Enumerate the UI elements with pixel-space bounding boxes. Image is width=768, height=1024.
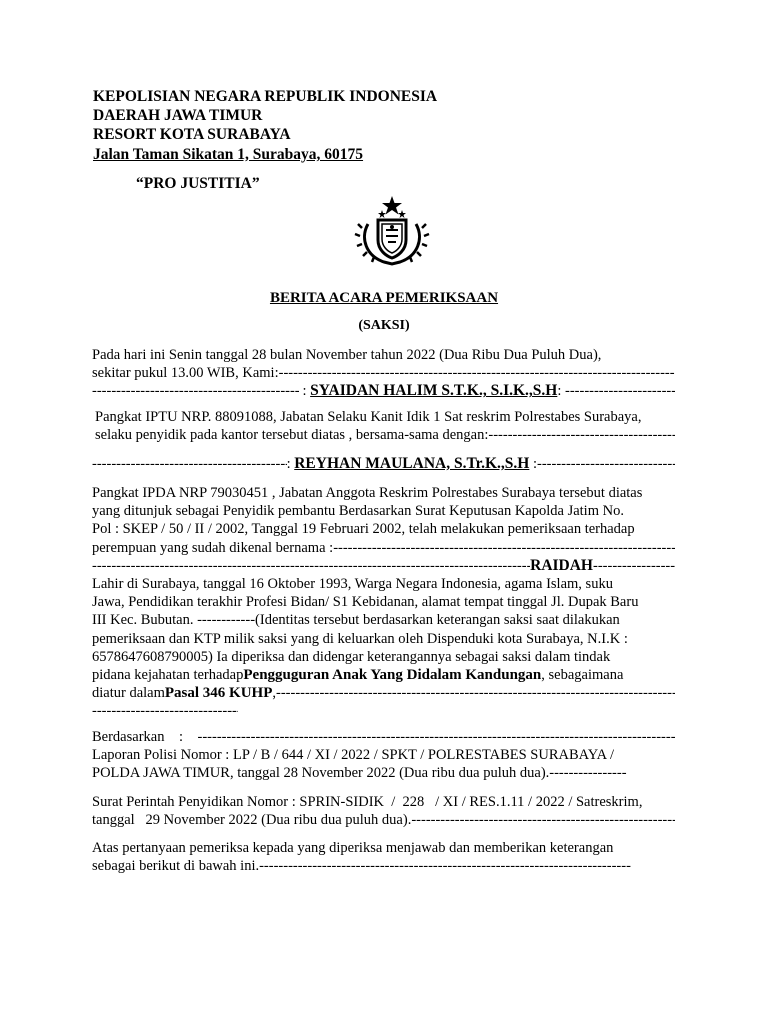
paragraph-examination: Pangkat IPDA NRP 79030451 , Jabatan Anggota Reskrim Polrestabes Surabaya tersebut diatas yang ditunjuk sebagai Penyidik pembantu Berdasarkan Surat Keputusan Kapolda Jatim No. Pol : SKEP / 50 / II / 2002, Tanggal 19 Februari 2002, telah melakukan pemeriksaan terhadap perempuan yang sudah dikenal bernama : ----- ----- RAIDAH ----- Lahir di Surabaya, tanggal 16 Oktober 1993, Warga Negara Indonesia, agama Islam, suku Jawa, Pendidikan terakhir Profesi Bidan/ S1 Kebidanan, alamat tempat tinggal Jl. Dupak Baru III Kec. Bubutan. ------------(Identitas tersebut berdasarkan keterangan saksi saat dilakukan pemeriksaan dan KTP milik saksi yang di keluarkan oleh Dispenduki kota Surabaya, N.I.K : 6578647608790005) Ia diperiksa dan didengar keterangannya sebagai saksi dalam tindak pidana kejahatan terhadap Pengguguran Anak Yang Didalam Kandungan , sebagaimana diatur dalam Pasal 346 KUHP , ----- ----- <box>92 484 675 721</box>
para2-line1: Pangkat IPTU NRP. 88091088, Jabatan Selaku Kanit Idik 1 Sat reskrim Polrestabes Surabaya, <box>95 409 642 425</box>
para2-line3: ----- : REYHAN MAULANA, S.Tr.K.,S.H : ----- <box>92 455 675 473</box>
paragraph-opening <box>92 346 675 401</box>
document-subtitle: (SAKSI) <box>358 318 410 333</box>
polri-emblem-icon <box>354 194 430 266</box>
header-line-1: KEPOLISIAN NEGARA REPUBLIK INDONESIA <box>93 88 438 105</box>
para1-line3: ----- : SYAIDAN HALIM S.T.K., S.I.K.,S.H : ----- <box>92 382 675 400</box>
header-line-3: RESORT KOTA SURABAYA <box>93 126 291 143</box>
header-address: Jalan Taman Sikatan 1, Surabaya, 60175 <box>93 146 364 163</box>
paragraph-investigator <box>95 408 675 444</box>
document-title: BERITA ACARA PEMERIKSAAN <box>269 290 499 306</box>
paragraph-closing: Atas pertanyaan pemeriksa kepada yang diperiksa menjawab dan memberikan keterangan sebagai berikut di bawah ini.----------------------------------------------------------------------------- <box>92 840 631 875</box>
paragraph-assistant <box>92 455 675 473</box>
para2-line2: selaku penyidik pada kantor tersebut diatas , bersama-sama dengan: ----- <box>95 426 675 444</box>
article-reference: Pasal 346 KUHP <box>164 685 273 702</box>
crime-name: Pengguguran Anak Yang Didalam Kandungan <box>243 667 542 684</box>
investigator-2-name: REYHAN MAULANA, S.Tr.K.,S.H <box>294 455 530 472</box>
paragraph-police-report: Berdasarkan : ----- Laporan Polisi Nomor : LP / B / 644 / XI / 2022 / SPKT / POLRESTABES SURABAYA / POLDA JAWA TIMUR, tanggal 28 November 2022 (Dua ribu dua puluh dua).---------------- <box>92 728 675 783</box>
pro-justitia: “PRO JUSTITIA” <box>136 175 260 192</box>
investigator-1-name: SYAIDAN HALIM S.T.K., S.I.K.,S.H <box>310 382 558 400</box>
header-line-2: DAERAH JAWA TIMUR <box>93 107 263 124</box>
para1-line2: sekitar pukul 13.00 WIB, Kami: ----- <box>92 364 675 382</box>
witness-name: RAIDAH <box>530 556 593 574</box>
paragraph-investigation-order: Surat Perintah Penyidikan Nomor : SPRIN-SIDIK / 228 / XI / RES.1.11 / 2022 / Satreskrim, tanggal 29 November 2022 (Dua ribu dua puluh dua). ----- <box>92 793 675 829</box>
para1-line1: Pada hari ini Senin tanggal 28 bulan November tahun 2022 (Dua Ribu Dua Puluh Dua), <box>92 347 602 363</box>
